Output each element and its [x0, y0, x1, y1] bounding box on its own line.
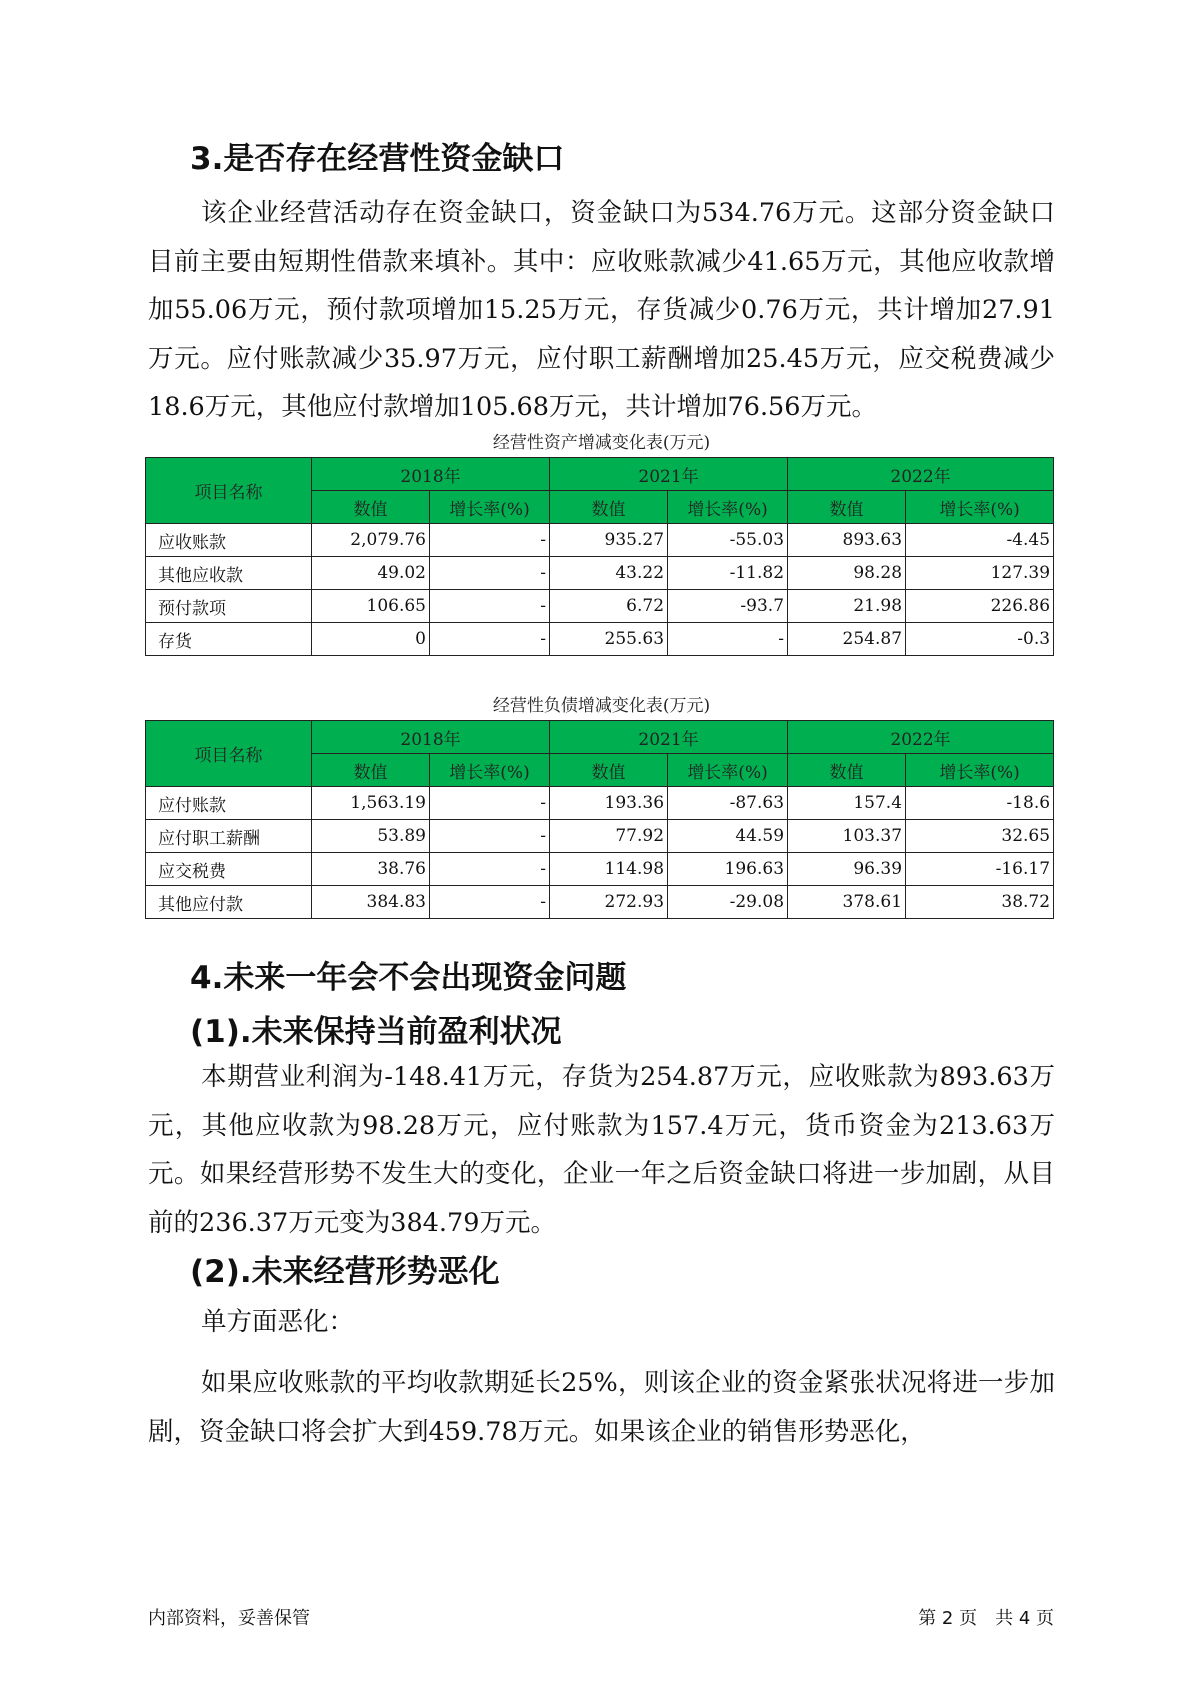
assets-value-cell: 6.72 [550, 590, 668, 623]
liabilities-value-cell: 193.36 [550, 787, 668, 820]
liabilities-year-header: 2021年 [550, 721, 788, 754]
assets-value-cell: 49.02 [312, 557, 430, 590]
assets-table-row [146, 524, 1054, 557]
section3-paragraph: 该企业经营活动存在资金缺口，资金缺口为534.76万元。这部分资金缺口目前主要由短期性借款来填补。其中：应收账款减少41.65万元，其他应收款增加55.06万元，预付款项增加15.25万元，存货减少0.76万元，共计增加27.91万元。应付账款减少35.97万元，应付职工薪酬增加25.45万元，应交税费减少18.6万元，其他应付款增加105.68万元，共计增加76.56万元。 [148, 198, 1055, 422]
liabilities-value-cell: 77.92 [550, 820, 668, 853]
liabilities-table-row [146, 787, 1054, 820]
liabilities-growth-cell: - [430, 820, 550, 853]
assets-value-cell: 935.27 [550, 524, 668, 557]
liabilities-value-cell: 114.98 [550, 853, 668, 886]
assets-value-cell: 254.87 [788, 623, 906, 656]
assets-value-cell: 106.65 [312, 590, 430, 623]
assets-value-cell: 98.28 [788, 557, 906, 590]
liabilities-growth-cell: - [430, 886, 550, 919]
assets-row-name: 应收账款 [146, 524, 312, 557]
assets-growth-cell: 127.39 [906, 557, 1054, 590]
liabilities-sub-header: 增长率(%) [430, 754, 550, 787]
assets-row-name: 预付款项 [146, 590, 312, 623]
liabilities-sub-header: 增长率(%) [906, 754, 1054, 787]
assets-growth-cell: - [430, 557, 550, 590]
liabilities-sub-header: 增长率(%) [668, 754, 788, 787]
liabilities-header-row-years [146, 721, 1054, 754]
assets-growth-cell: -0.3 [906, 623, 1054, 656]
section4-sub2-heading: (2).未来经营形势恶化 [190, 1254, 500, 1290]
assets-row-name: 其他应收款 [146, 557, 312, 590]
section4-heading: 4.未来一年会不会出现资金问题 [190, 960, 627, 996]
liabilities-year-header: 2022年 [788, 721, 1054, 754]
assets-growth-cell: - [430, 524, 550, 557]
liabilities-value-cell: 157.4 [788, 787, 906, 820]
assets-table-row [146, 557, 1054, 590]
footer-page-number: 第 2 页 共 4 页 [918, 1608, 1054, 1629]
liabilities-row-name: 应付账款 [146, 787, 312, 820]
liabilities-value-cell: 96.39 [788, 853, 906, 886]
assets-sub-header: 增长率(%) [430, 491, 550, 524]
liabilities-growth-cell: 196.63 [668, 853, 788, 886]
assets-row-name: 存货 [146, 623, 312, 656]
assets-sub-header: 数值 [788, 491, 906, 524]
liabilities-value-cell: 103.37 [788, 820, 906, 853]
liabilities-table-row [146, 886, 1054, 919]
liabilities-value-cell: 1,563.19 [312, 787, 430, 820]
assets-table-row [146, 590, 1054, 623]
assets-value-cell: 893.63 [788, 524, 906, 557]
assets-header-row-years [146, 458, 1054, 491]
assets-item-header: 项目名称 [146, 458, 312, 524]
assets-growth-cell: -4.45 [906, 524, 1054, 557]
assets-year-header: 2022年 [788, 458, 1054, 491]
liabilities-row-name: 其他应付款 [146, 886, 312, 919]
assets-table-caption: 经营性资产增减变化表(万元) [492, 433, 711, 453]
liabilities-growth-cell: -18.6 [906, 787, 1054, 820]
assets-growth-cell: -93.7 [668, 590, 788, 623]
liabilities-sub-header: 数值 [550, 754, 668, 787]
assets-value-cell: 0 [312, 623, 430, 656]
liabilities-value-cell: 378.61 [788, 886, 906, 919]
assets-growth-cell: 226.86 [906, 590, 1054, 623]
liabilities-table-row [146, 853, 1054, 886]
liabilities-year-header: 2018年 [312, 721, 550, 754]
liabilities-value-cell: 384.83 [312, 886, 430, 919]
section4-sub1-heading: (1).未来保持当前盈利状况 [190, 1014, 562, 1050]
assets-sub-header: 增长率(%) [668, 491, 788, 524]
liabilities-value-cell: 53.89 [312, 820, 430, 853]
assets-value-cell: 255.63 [550, 623, 668, 656]
liabilities-sub-header: 数值 [788, 754, 906, 787]
liabilities-value-cell: 38.76 [312, 853, 430, 886]
assets-sub-header: 增长率(%) [906, 491, 1054, 524]
liabilities-growth-cell: 32.65 [906, 820, 1054, 853]
assets-value-cell: 21.98 [788, 590, 906, 623]
liabilities-sub-header: 数值 [312, 754, 430, 787]
liabilities-value-cell: 272.93 [550, 886, 668, 919]
liabilities-growth-cell: -29.08 [668, 886, 788, 919]
liabilities-table [145, 720, 1054, 919]
assets-year-header: 2021年 [550, 458, 788, 491]
liabilities-row-name: 应交税费 [146, 853, 312, 886]
assets-value-cell: 2,079.76 [312, 524, 430, 557]
assets-growth-cell: -11.82 [668, 557, 788, 590]
liabilities-growth-cell: - [430, 853, 550, 886]
liabilities-growth-cell: - [430, 787, 550, 820]
assets-table [145, 457, 1054, 656]
assets-table-row [146, 623, 1054, 656]
liabilities-growth-cell: 44.59 [668, 820, 788, 853]
assets-growth-cell: - [430, 623, 550, 656]
section4-sub1-paragraph: 本期营业利润为-148.41万元，存货为254.87万元，应收账款为893.63万元，其他应收款为98.28万元，应付账款为157.4万元，货币资金为213.63万元。如果经营形势不发生大的变化，企业一年之后资金缺口将进一步加剧，从目前的236.37万元变为384.79万元。 [148, 1062, 1055, 1238]
assets-growth-cell: - [668, 623, 788, 656]
assets-sub-header: 数值 [312, 491, 430, 524]
assets-growth-cell: -55.03 [668, 524, 788, 557]
liabilities-item-header: 项目名称 [146, 721, 312, 787]
liabilities-row-name: 应付职工薪酬 [146, 820, 312, 853]
liabilities-growth-cell: 38.72 [906, 886, 1054, 919]
liabilities-table-caption: 经营性负债增减变化表(万元) [492, 696, 711, 716]
section4-sub2-paragraph: 如果应收账款的平均收款期延长25%，则该企业的资金紧张状况将进一步加剧，资金缺口将会扩大到459.78万元。如果该企业的销售形势恶化， [148, 1368, 1055, 1447]
section4-sub2-intro: 单方面恶化： [201, 1307, 355, 1337]
liabilities-growth-cell: -16.17 [906, 853, 1054, 886]
assets-sub-header: 数值 [550, 491, 668, 524]
assets-year-header: 2018年 [312, 458, 550, 491]
assets-growth-cell: - [430, 590, 550, 623]
footer-confidential: 内部资料，妥善保管 [148, 1608, 310, 1629]
liabilities-table-row [146, 820, 1054, 853]
assets-value-cell: 43.22 [550, 557, 668, 590]
section3-heading: 3.是否存在经营性资金缺口 [190, 141, 565, 177]
liabilities-growth-cell: -87.63 [668, 787, 788, 820]
